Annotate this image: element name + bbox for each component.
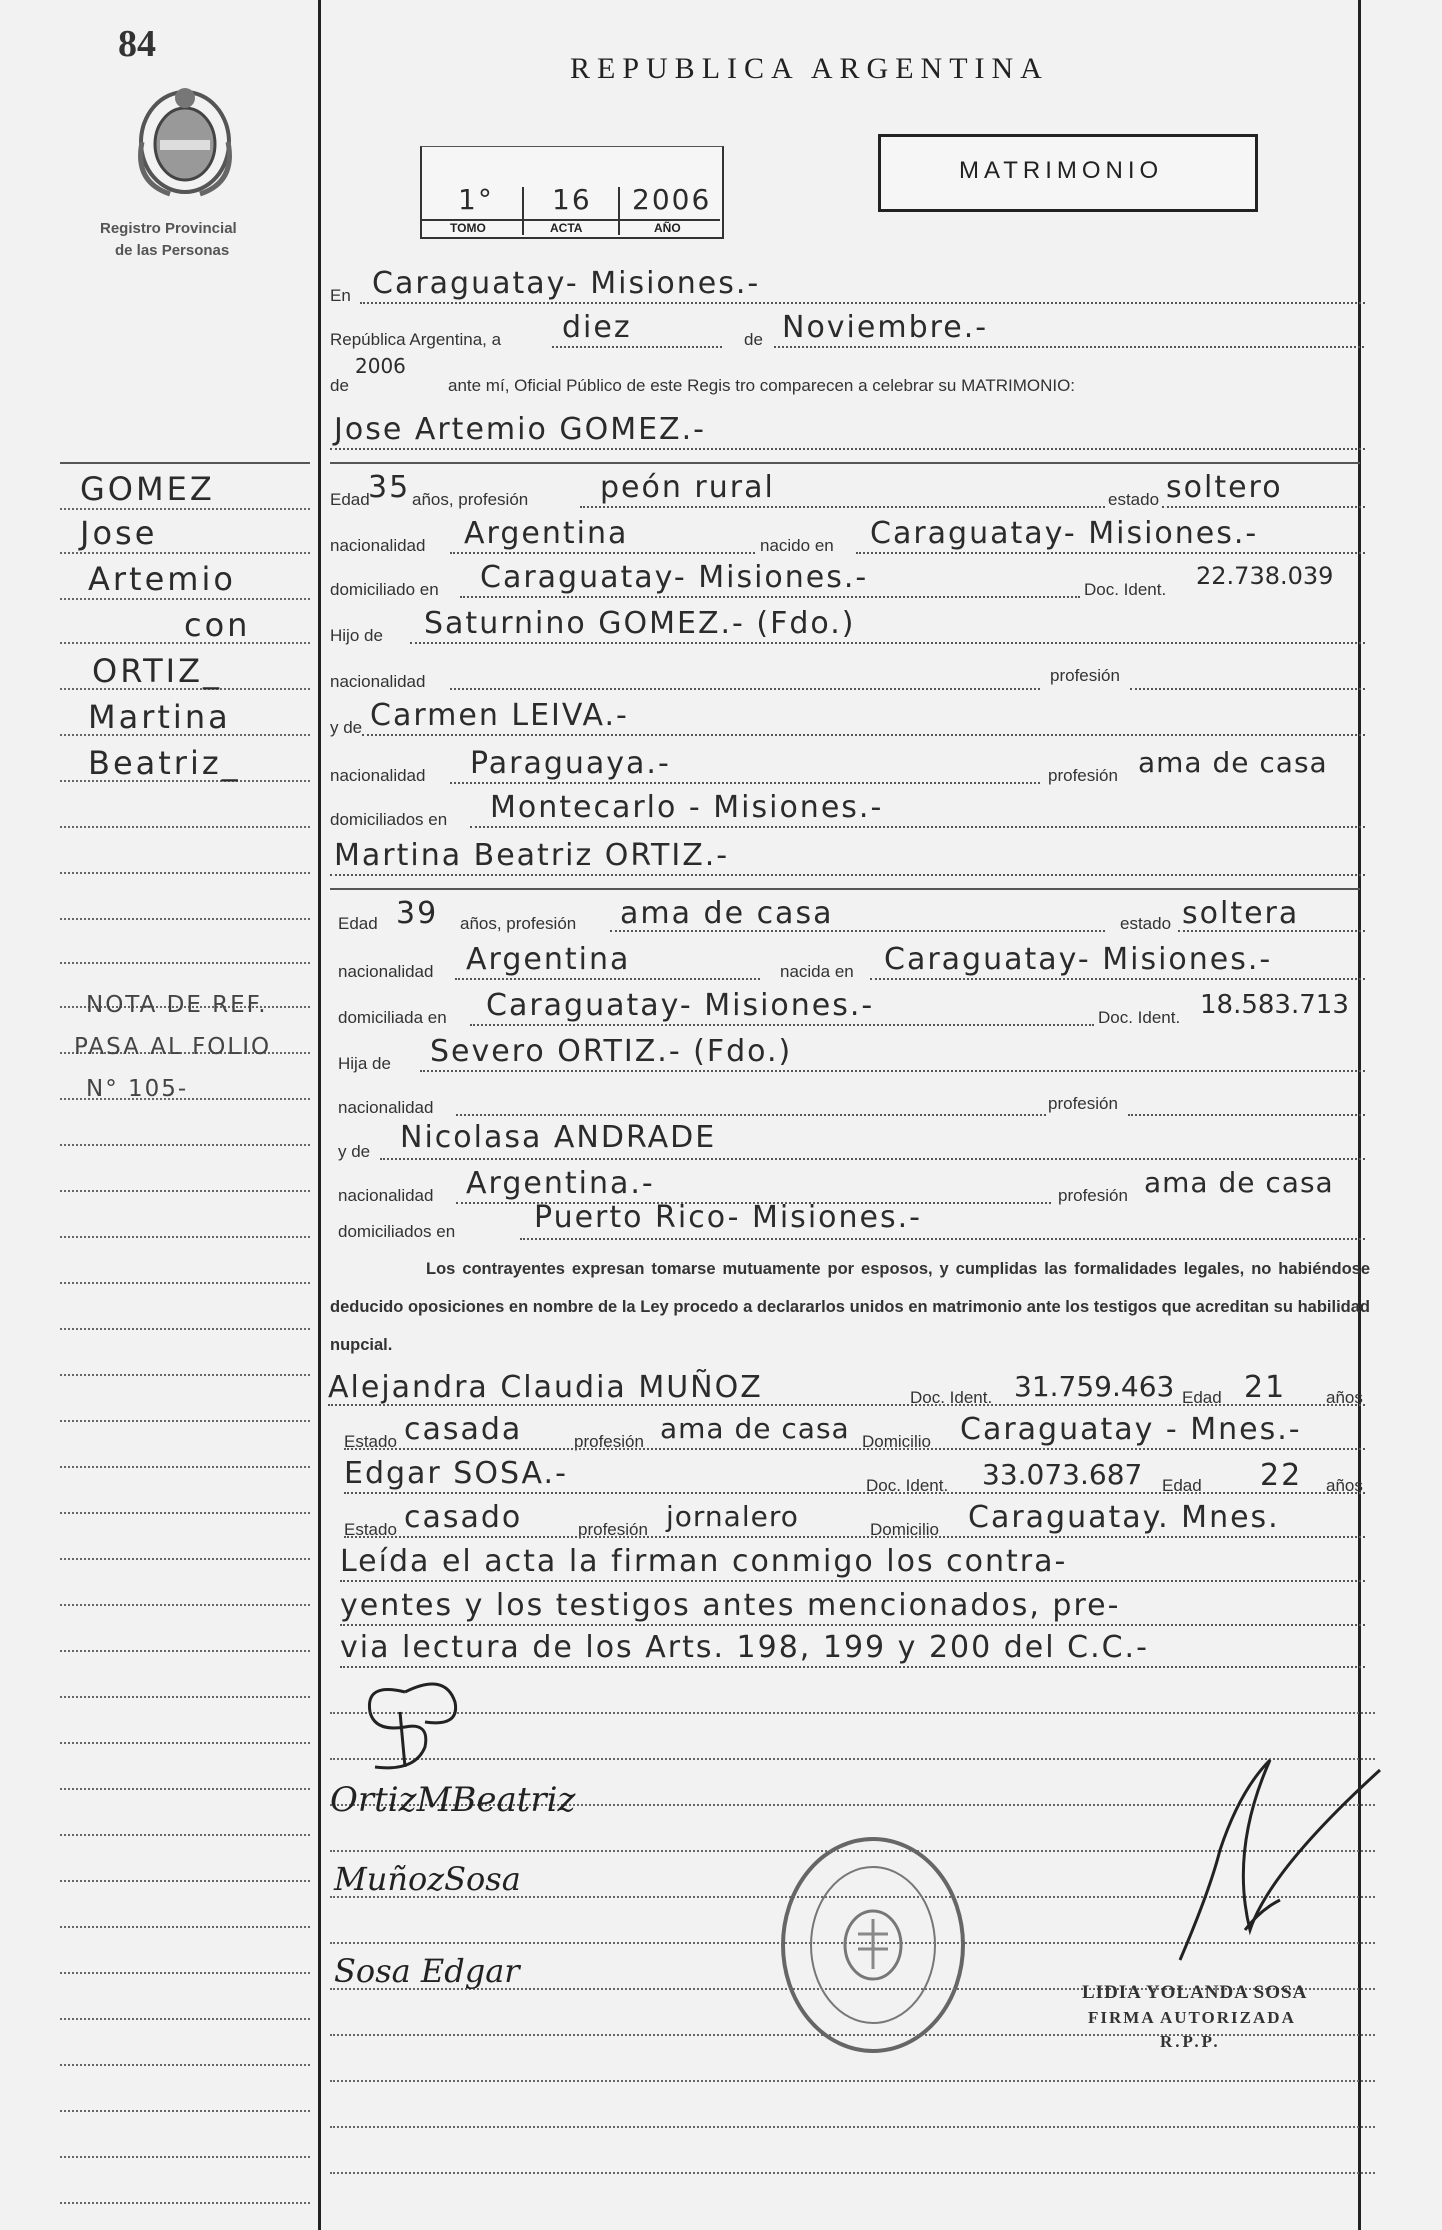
margin-note-line-2: PASA AL FOLIO	[74, 1034, 272, 1060]
signature-bride: OrtizMBeatriz	[330, 1780, 576, 1820]
closing-line-2: yentes y los testigos antes mencionados, pre-	[340, 1588, 1121, 1623]
month-value: Noviembre.-	[782, 310, 989, 345]
bride-nationality: Argentina	[466, 942, 631, 977]
witness1-name: Alejandra Claudia MUÑOZ	[328, 1370, 763, 1405]
groom-label-yde: y de	[330, 718, 363, 737]
witness1-label-profesion: profesión	[574, 1432, 644, 1451]
closing-line-1: Leída el acta la firman conmigo los contra-	[340, 1544, 1068, 1579]
registry-line-2: de las Personas	[115, 242, 230, 259]
tomo-value: 1°	[458, 183, 494, 216]
officer-org: R.P.P.	[1160, 2032, 1221, 2051]
groom-mother-nationality: Paraguaya.-	[470, 746, 671, 781]
officer-signature	[1150, 1730, 1390, 1990]
groom-nationality: Argentina	[464, 516, 629, 551]
bride-label-anos-prof: años, profesión	[460, 914, 577, 933]
country-heading: REPUBLICA ARGENTINA	[570, 52, 1049, 85]
coat-of-arms-icon	[130, 82, 240, 202]
witness1-label-edad: Edad	[1182, 1388, 1222, 1407]
witness2-label-doc: Doc. Ident.	[866, 1476, 949, 1495]
groom-label-edad: Edad	[330, 490, 370, 509]
witness1-doc-id: 31.759.463	[1014, 1370, 1175, 1403]
closing-line-3: via lectura de los Arts. 198, 199 y 200 del C.C.-	[340, 1630, 1149, 1665]
bride-label-nac-mother: nacionalidad	[338, 1186, 434, 1205]
groom-profession: peón rural	[600, 470, 775, 505]
margin-divider	[318, 0, 321, 2230]
witness2-name: Edgar SOSA.-	[344, 1456, 568, 1491]
officer-title: FIRMA AUTORIZADA	[1088, 2008, 1296, 2027]
witness2-civil-status: casado	[404, 1500, 523, 1535]
bride-parents-address: Puerto Rico- Misiones.-	[534, 1200, 922, 1235]
bride-label-nacionalidad: nacionalidad	[338, 962, 434, 981]
bride-label-domiciliados: domiciliados en	[338, 1222, 456, 1241]
groom-label-domiciliado: domiciliado en	[330, 580, 439, 599]
witness2-label-profesion: profesión	[578, 1520, 648, 1539]
margin-name-bride-2: Beatriz_	[88, 744, 241, 782]
groom-age: 35	[368, 470, 411, 505]
groom-mother: Carmen LEIVA.-	[370, 698, 629, 733]
label-republic: República Argentina, a	[330, 330, 502, 349]
groom-label-nac-father: nacionalidad	[330, 672, 426, 691]
margin-surname-groom: GOMEZ	[80, 470, 215, 508]
witness2-label-edad: Edad	[1162, 1476, 1202, 1495]
official-stamp-icon	[778, 1834, 968, 2056]
ano-label: AÑO	[654, 221, 681, 235]
witness2-doc-id: 33.073.687	[982, 1458, 1143, 1491]
bride-mother-nationality: Argentina.-	[466, 1166, 655, 1201]
margin-con: con	[184, 606, 251, 644]
bride-civil-status: soltera	[1182, 896, 1300, 931]
bride-label-prof-father: profesión	[1048, 1094, 1118, 1113]
groom-mother-profession: ama de casa	[1138, 746, 1328, 779]
witness1-label-domicilio: Domicilio	[862, 1432, 931, 1451]
year-value: 2006	[355, 354, 406, 378]
groom-parents-address: Montecarlo - Misiones.-	[490, 790, 884, 825]
tomo-label: TOMO	[450, 221, 486, 235]
witness1-civil-status: casada	[404, 1412, 523, 1447]
groom-name: Jose Artemio GOMEZ.-	[334, 412, 706, 447]
acta-value: 16	[552, 183, 592, 216]
day-value: diez	[562, 310, 632, 345]
signature-groom	[345, 1672, 475, 1782]
bride-address: Caraguatay- Misiones.-	[486, 988, 875, 1023]
bride-label-edad: Edad	[338, 914, 378, 933]
groom-label-estado: estado	[1108, 490, 1160, 509]
margin-name-groom-2: Artemio	[88, 560, 236, 598]
groom-label-anos-prof: años, profesión	[412, 490, 529, 509]
groom-label-nacionalidad: nacionalidad	[330, 536, 426, 555]
witness1-label-anos: años	[1326, 1388, 1363, 1407]
groom-doc-id: 22.738.039	[1196, 562, 1334, 590]
label-de-month: de	[744, 330, 763, 349]
margin-name-groom-1: Jose	[80, 514, 158, 552]
groom-label-nacido: nacido en	[760, 536, 834, 555]
label-de-year: de	[330, 376, 349, 395]
bride-name: Martina Beatriz ORTIZ.-	[334, 838, 730, 873]
bride-profession: ama de casa	[620, 896, 834, 931]
signature-witness2: Sosa Edgar	[334, 1952, 520, 1990]
groom-label-hijo: Hijo de	[330, 626, 383, 645]
witness2-label-estado: Estado	[344, 1520, 397, 1539]
margin-surname-bride: ORTIZ_	[92, 652, 222, 690]
witness1-address: Caraguatay - Mnes.-	[960, 1412, 1302, 1447]
bride-label-prof-mother: profesión	[1058, 1186, 1128, 1205]
bride-label-nac-father: nacionalidad	[338, 1098, 434, 1117]
groom-label-nac-mother: nacionalidad	[330, 766, 426, 785]
witness2-profession: jornalero	[666, 1500, 799, 1533]
legal-paragraph: Los contrayentes expresan tomarse mutuamente por esposos, y cumplidas las formalidades legales, no habiéndose deducido oposiciones en nombre de la Ley procedo a declararlos unidos en matrimonio ante los testigos que acreditan su habilidad nupcial.	[330, 1260, 1370, 1354]
acta-label: ACTA	[550, 221, 583, 235]
groom-birthplace: Caraguatay- Misiones.-	[870, 516, 1259, 551]
bride-label-nacida: nacida en	[780, 962, 854, 981]
witness1-profession: ama de casa	[660, 1412, 850, 1445]
margin-note-line-3: N° 105-	[86, 1076, 189, 1102]
bride-birthplace: Caraguatay- Misiones.-	[884, 942, 1273, 977]
margin-note-line-1: NOTA DE REF.	[86, 992, 268, 1018]
intro-text: ante mí, Oficial Público de este Regis tro comparecen a celebrar su MATRIMONIO:	[448, 376, 1076, 395]
witness2-address: Caraguatay. Mnes.	[968, 1500, 1280, 1535]
bride-mother: Nicolasa ANDRADE	[400, 1120, 717, 1155]
groom-label-prof-mother: profesión	[1048, 766, 1118, 785]
page-number: 84	[118, 23, 156, 65]
groom-civil-status: soltero	[1166, 470, 1283, 505]
groom-label-prof-father: profesión	[1050, 666, 1120, 685]
witness2-label-domicilio: Domicilio	[870, 1520, 939, 1539]
groom-label-domiciliados: domiciliados en	[330, 810, 448, 829]
groom-address: Caraguatay- Misiones.-	[480, 560, 869, 595]
place-value: Caraguatay- Misiones.-	[372, 266, 761, 301]
groom-father: Saturnino GOMEZ.- (Fdo.)	[424, 606, 856, 641]
witness1-label-doc: Doc. Ident.	[910, 1388, 993, 1407]
witness2-label-anos: años	[1326, 1476, 1363, 1495]
bride-father: Severo ORTIZ.- (Fdo.)	[430, 1034, 793, 1069]
bride-label-hija: Hija de	[338, 1054, 391, 1073]
bride-label-domiciliada: domiciliada en	[338, 1008, 447, 1027]
bride-doc-id: 18.583.713	[1200, 990, 1349, 1020]
registry-line-1: Registro Provincial	[100, 220, 237, 237]
act-type-label: MATRIMONIO	[959, 157, 1164, 184]
bride-age: 39	[396, 896, 439, 931]
signature-witness1: MuñozSosa	[334, 1860, 521, 1898]
margin-name-bride-1: Martina	[88, 698, 231, 736]
witness1-label-estado: Estado	[344, 1432, 397, 1451]
bride-mother-profession: ama de casa	[1144, 1166, 1334, 1199]
bride-label-doc: Doc. Ident.	[1098, 1008, 1181, 1027]
officer-name: LIDIA YOLANDA SOSA	[1082, 1982, 1308, 2003]
witness1-age: 21	[1244, 1370, 1287, 1405]
bride-label-estado: estado	[1120, 914, 1172, 933]
label-en: En	[330, 286, 351, 305]
groom-label-doc: Doc. Ident.	[1084, 580, 1167, 599]
act-type-box	[878, 134, 1258, 212]
witness2-age: 22	[1260, 1458, 1303, 1493]
act-number-box	[420, 146, 724, 239]
bride-label-yde: y de	[338, 1142, 371, 1161]
ano-value: 2006	[632, 183, 712, 216]
